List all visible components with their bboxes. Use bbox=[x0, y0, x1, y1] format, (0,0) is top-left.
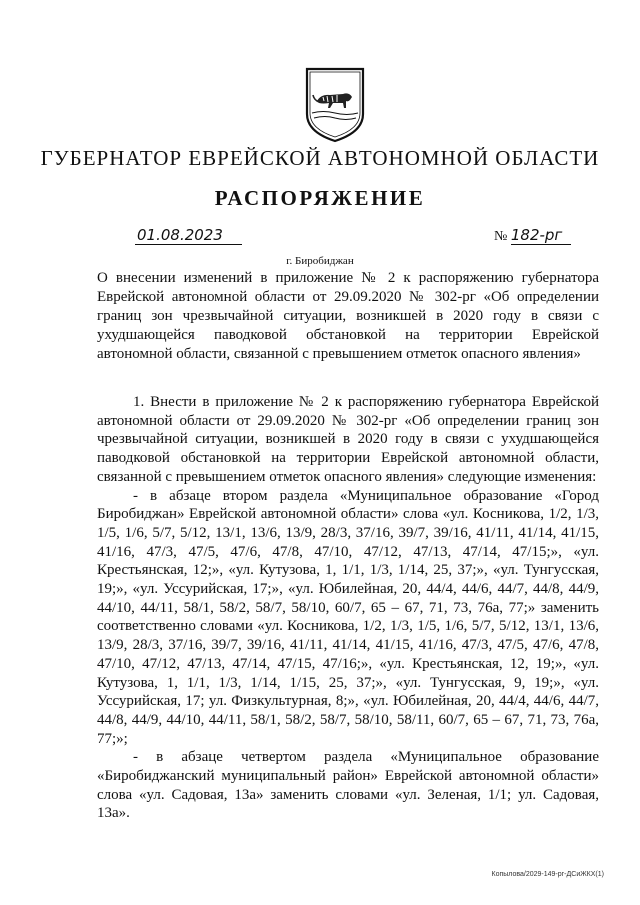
governor-heading: ГУБЕРНАТОР ЕВРЕЙСКОЙ АВТОНОМНОЙ ОБЛАСТИ bbox=[40, 146, 600, 170]
document-number: 182-рг bbox=[511, 226, 571, 245]
document-type: РАСПОРЯЖЕНИЕ bbox=[214, 186, 426, 210]
document-date: 01.08.2023 bbox=[135, 226, 242, 245]
paragraph-1: 1. Внести в приложение № 2 к распоряжению губернатора Еврейской автономной области от 29.09.2020 № 302-рг «Об определении границ зон чрезвычайной ситуации, возникшей в 2020 году в связи с ухудшающейся паводковой обстановкой на территории Еврейской автономной области, связанной с превышением отметок опасного явления» следующие изменения: bbox=[97, 394, 599, 485]
document-number-block bbox=[494, 226, 571, 245]
city-label: г. Биробиджан bbox=[286, 255, 354, 267]
document-title: О внесении изменений в приложение № 2 к распоряжению губернатора Еврейской автономной области от 29.09.2020 № 302-рг «Об определении границ зон чрезвычайной ситуации, возникшей в 2020 году в связи с ухудшающейся паводковой обстановкой на территории Еврейской автономной области, связанной с превышением отметок опасного явления» bbox=[97, 270, 599, 362]
number-prefix: № bbox=[494, 229, 508, 244]
paragraph-2: - в абзаце втором раздела «Муниципальное образование «Город Биробиджан» Еврейской автономной области» слова «ул. Косникова, 1/2, 1/3, 1/5, 1/6, 5/7, 5/12, 13/1, 13/6, 13/9, 28/3, 37/16, 39/7, 39/16, 41/11, 41/14, 41/15, 41/16, 47/3, 47/5, 47/6, 47/8, 47/10, 47/12, 47/13, 47/14, 47/15;», «ул. Крестьянская, 12;», «ул. Кутузова, 1, 1/1, 1/3, 1/14, 25, 37;», «ул. Тунгусская, 19;», «ул. Уссурийская, 17;», «ул. Юбилейная, 20, 44/4, 44/6, 44/7, 44/8, 44/9, 44/10, 44/11, 58/1, 58/2, 58/7, 58/10, 60/7, 65 – 67, 71, 73, 76а, 77;» заменить соответственно словами «ул. Косникова, 1/2, 1/3, 1/5, 1/6, 5/7, 5/12, 13/1, 13/6, 13/9, 28/3, 37/16, 39/7, 39/16, 41/11, 41/14, 41/15, 41/16, 47/3, 47/5, 47/6, 47/8, 47/10, 47/12, 47/13, 47/14, 47/15, 47/16;», «ул. Крестьянская, 12, 19;», «ул. Кутузова, 1, 1/1, 1/3, 1/14, 1/15, 25, 37;», «ул. Тунгусская, 9, 19;», «ул. Уссурийская, 17; ул. Физкультурная, 8;», «ул. Юбилейная, 20, 44/4, 44/6, 44/7, 44/8, 44/9, 44/10, 44/11, 58/1, 58/2, 58/7, 58/10, 58/11, 60/7, 65 – 67, 71, 73, 76а, 77;»; bbox=[97, 487, 599, 747]
coat-of-arms-icon bbox=[303, 66, 367, 144]
paragraph-3: - в абзаце четвертом раздела «Муниципальное образование «Биробиджанский муниципальный район» Еврейской автономной области» слова «ул. Садовая, 13а» заменить словами «ул. Зеленая, 1/1; ул. Садовая, 13а». bbox=[97, 749, 599, 822]
document-body bbox=[97, 393, 599, 823]
footer-reference: Копылова/2029-149-рг-ДСиЖКХ(1) bbox=[491, 871, 604, 878]
